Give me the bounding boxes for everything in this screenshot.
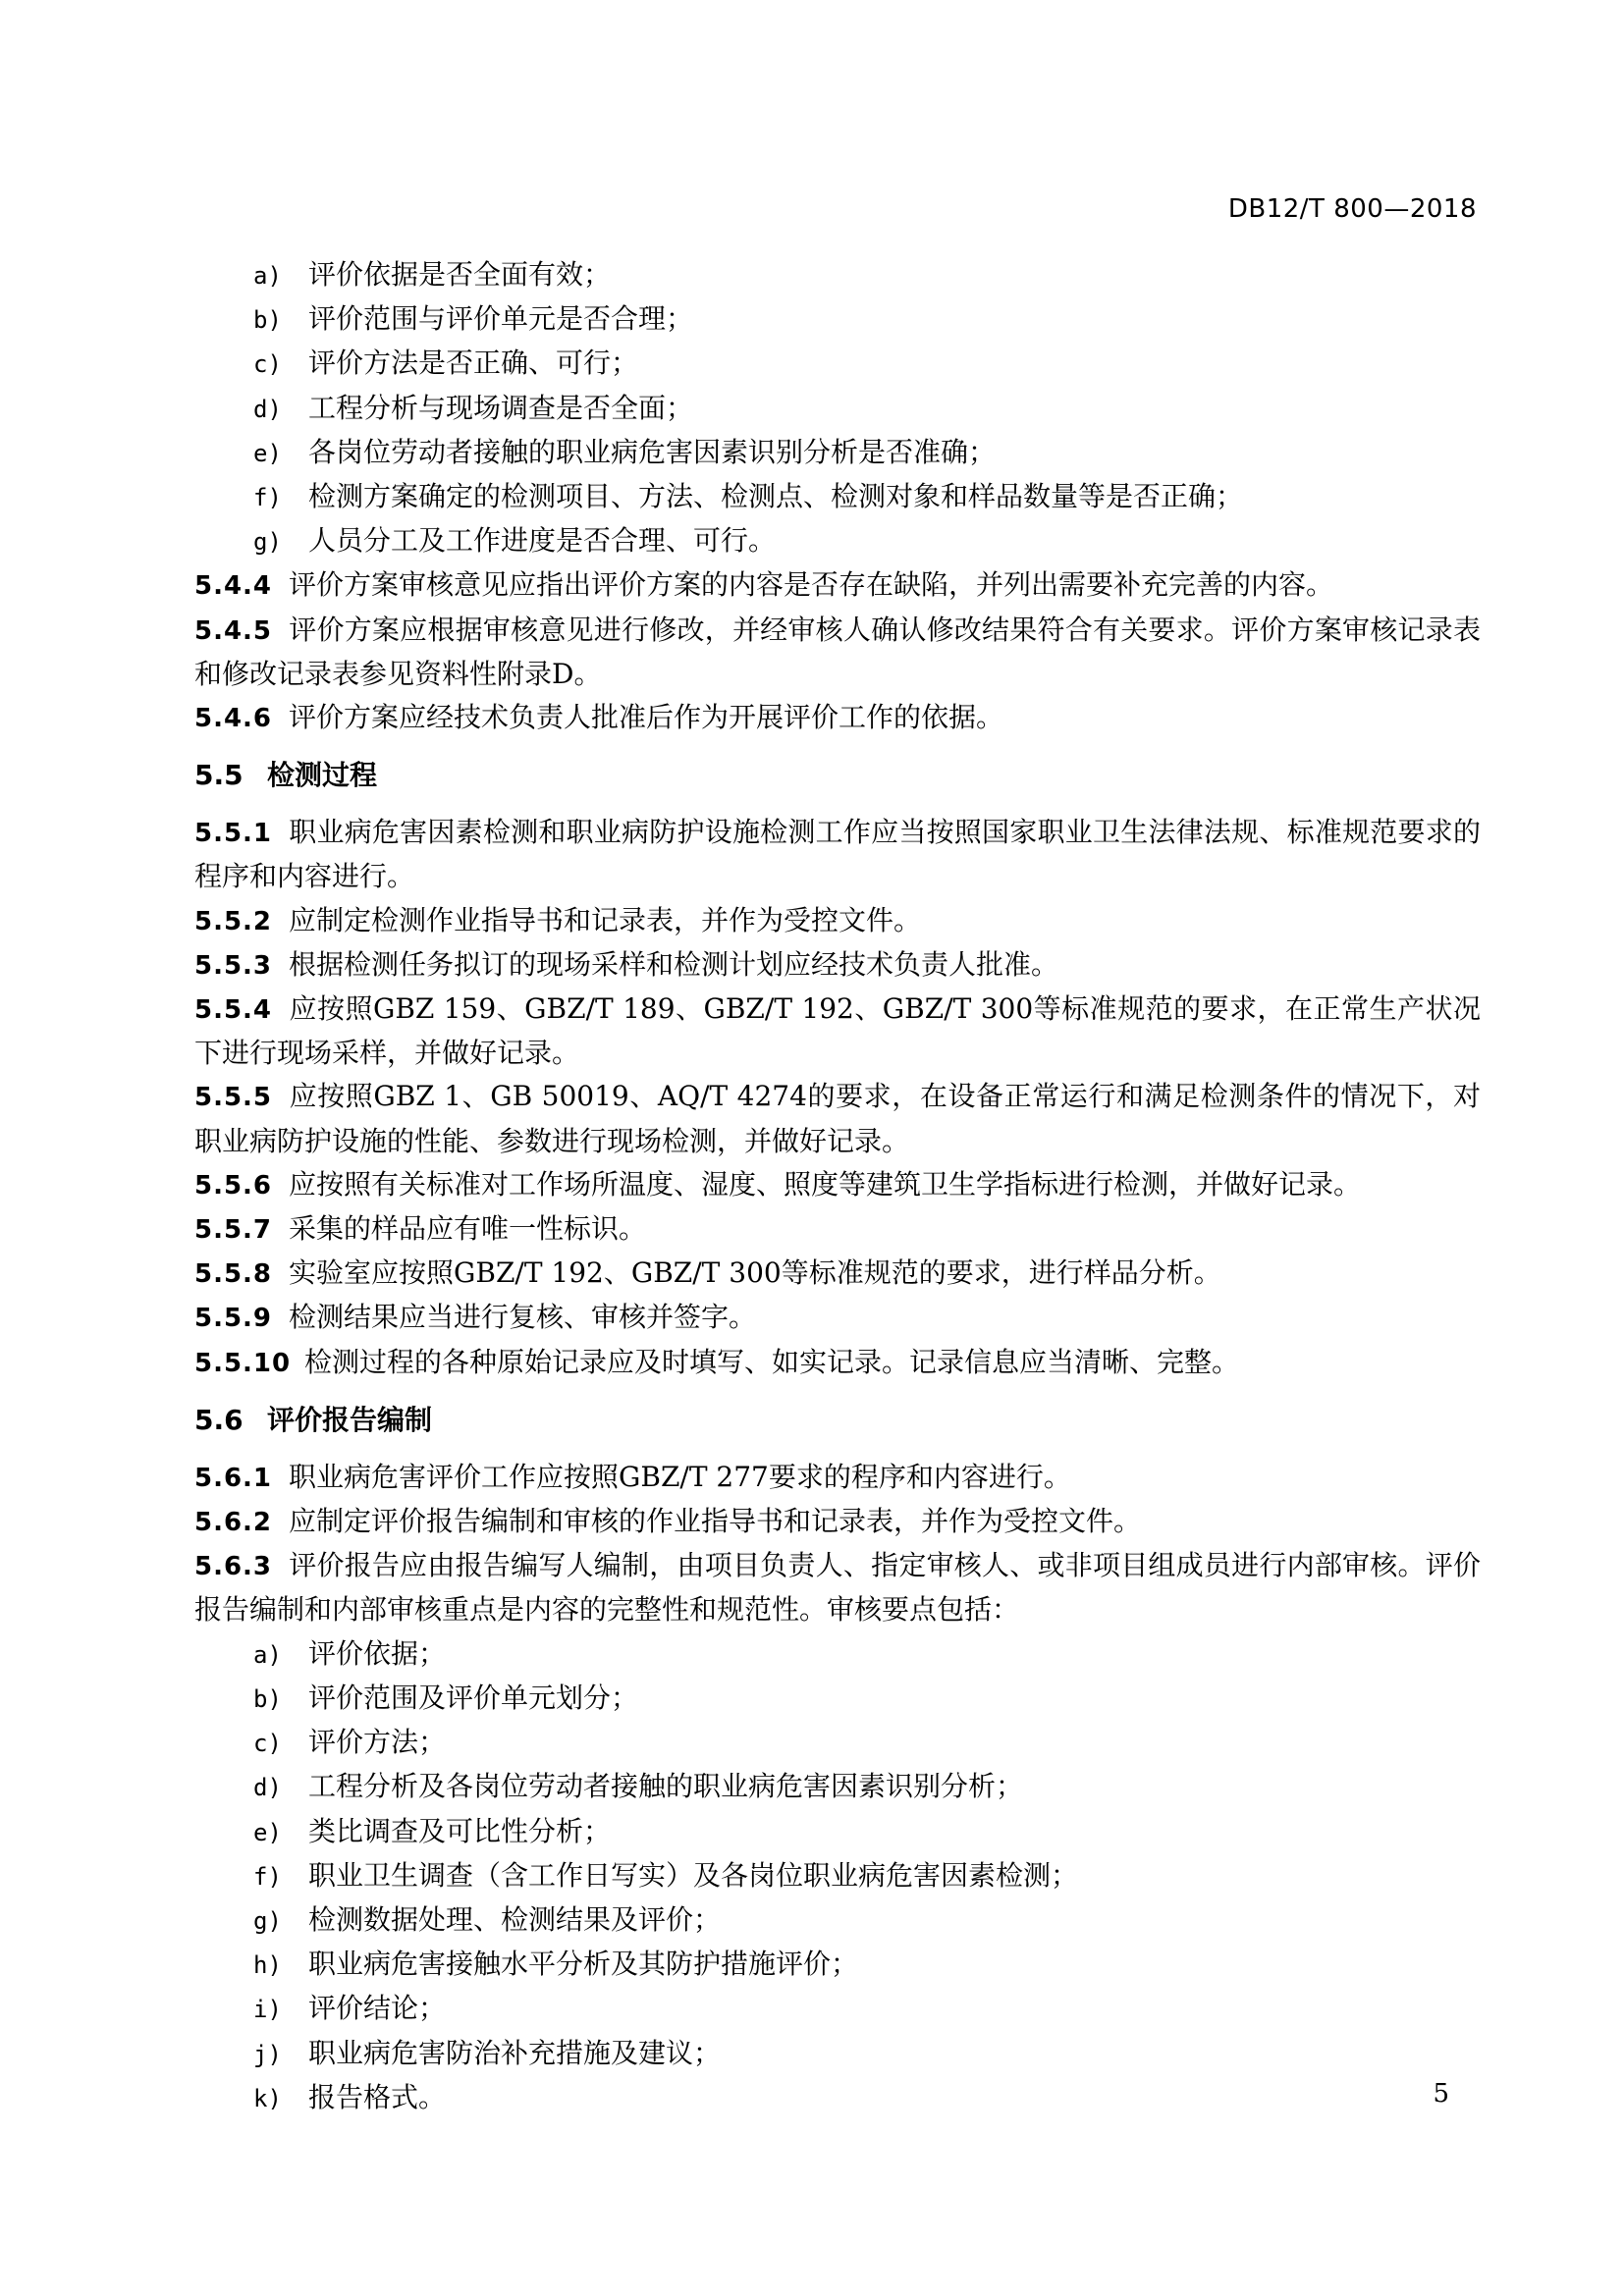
list-marker: h) (253, 1951, 282, 1980)
clause-5-5-9 (194, 1296, 1481, 1340)
list-item (194, 253, 1481, 297)
clause-5-5-1 (194, 811, 1481, 898)
clause-5-4-4 (194, 563, 1481, 608)
clause-text: 应制定检测作业指导书和记录表，并作为受控文件。 (289, 903, 922, 936)
list-text: 人员分工及工作进度是否合理、可行。 (308, 524, 777, 558)
list-text: 报告格式。 (308, 2080, 447, 2113)
section-title: 检测过程 (267, 759, 378, 792)
clause-5-6-1 (194, 1456, 1481, 1500)
clause-text: 职业病危害评价工作应按照GBZ/T 277要求的程序和内容进行。 (289, 1460, 1071, 1493)
clause-5-6-2 (194, 1500, 1481, 1544)
list-marker: d) (253, 395, 282, 423)
clause-text: 职业病危害因素检测和职业病防护设施检测工作应当按照国家职业卫生法律法规、标准规范要求的程序和内容进行。 (194, 816, 1481, 893)
clause-5-4-6 (194, 696, 1481, 740)
list-item (194, 1898, 1481, 1943)
list-item (194, 1943, 1481, 1987)
clause-number: 5.6.2 (194, 1508, 273, 1538)
list-marker: e) (253, 439, 282, 467)
list-marker: f) (253, 484, 282, 512)
list-marker: a) (253, 1640, 282, 1669)
clause-5-4-5 (194, 609, 1481, 696)
clause-5-5-3 (194, 943, 1481, 988)
list-item (194, 519, 1481, 563)
list-text: 评价结论； (308, 1992, 447, 2025)
list-text: 各岗位劳动者接触的职业病危害因素识别分析是否准确； (308, 435, 997, 468)
section-heading-5-5 (194, 754, 1481, 797)
review-points-list-2 (194, 1632, 1481, 2120)
list-text: 评价依据； (308, 1636, 447, 1670)
list-text: 职业病危害防治补充措施及建议； (308, 2036, 722, 2069)
clause-text: 应制定评价报告编制和审核的作业指导书和记录表，并作为受控文件。 (289, 1505, 1142, 1538)
clause-text: 检测结果应当进行复核、审核并签字。 (289, 1301, 757, 1334)
clause-text: 评价方案审核意见应指出评价方案的内容是否存在缺陷，并列出需要补充完善的内容。 (289, 568, 1334, 602)
section-heading-5-6 (194, 1399, 1481, 1442)
clause-5-5-7 (194, 1207, 1481, 1252)
clause-text: 实验室应按照GBZ/T 192、GBZ/T 300等标准规范的要求，进行样品分析。 (289, 1256, 1221, 1290)
clause-number: 5.5.2 (194, 906, 273, 936)
list-text: 检测方案确定的检测项目、方法、检测点、检测对象和样品数量等是否正确； (308, 480, 1244, 513)
list-item (194, 1854, 1481, 1898)
list-item (194, 1987, 1481, 2031)
clause-number: 5.5.5 (194, 1083, 273, 1113)
clause-number: 5.5.9 (194, 1304, 273, 1334)
list-marker: g) (253, 1906, 282, 1935)
clause-text: 应按照GBZ 159、GBZ/T 189、GBZ/T 192、GBZ/T 300等标准规范的要求，在正常生产状况下进行现场采样，并做好记录。 (194, 992, 1481, 1070)
clause-5-5-2 (194, 899, 1481, 943)
clause-number: 5.5.6 (194, 1170, 273, 1201)
section-title: 评价报告编制 (267, 1403, 433, 1436)
list-text: 检测数据处理、检测结果及评价； (308, 1902, 722, 1936)
list-item (194, 1765, 1481, 1809)
list-marker: c) (253, 1730, 282, 1758)
list-marker: a) (253, 262, 282, 290)
clause-text: 评价方案应经技术负责人批准后作为开展评价工作的依据。 (289, 701, 1004, 734)
list-item (194, 1677, 1481, 1721)
list-marker: b) (253, 1684, 282, 1713)
document-code: DB12/T 800—2018 (1227, 194, 1477, 224)
list-text: 评价范围与评价单元是否合理； (308, 302, 694, 336)
list-marker: j) (253, 2040, 282, 2068)
list-marker: b) (253, 306, 282, 335)
clause-number: 5.5.4 (194, 995, 273, 1026)
list-item (194, 342, 1481, 386)
clause-text: 根据检测任务拟订的现场采样和检测计划应经技术负责人批准。 (289, 947, 1059, 981)
clause-text: 应按照GBZ 1、GB 50019、AQ/T 4274的要求，在设备正常运行和满足检测条件的情况下，对职业病防护设施的性能、参数进行现场检测，并做好记录。 (194, 1080, 1481, 1157)
list-marker: g) (253, 528, 282, 557)
list-item (194, 1632, 1481, 1677)
list-text: 评价方法是否正确、可行； (308, 347, 639, 380)
list-marker: f) (253, 1862, 282, 1891)
clause-5-5-5 (194, 1075, 1481, 1162)
clause-5-6-3 (194, 1544, 1481, 1631)
list-text: 评价方法； (308, 1726, 447, 1759)
clause-number: 5.5.7 (194, 1215, 273, 1246)
list-text: 评价依据是否全面有效； (308, 258, 612, 291)
clause-number: 5.4.5 (194, 615, 273, 646)
page-number: 5 (1433, 2079, 1449, 2109)
list-text: 职业病危害接触水平分析及其防护措施评价； (308, 1948, 859, 1981)
clause-number: 5.5.10 (194, 1348, 292, 1378)
list-item (194, 2032, 1481, 2076)
list-marker: e) (253, 1818, 282, 1846)
clause-number: 5.5.8 (194, 1259, 273, 1290)
section-number: 5.5 (194, 759, 244, 792)
list-item (194, 2076, 1481, 2120)
list-marker: c) (253, 350, 282, 379)
clause-number: 5.6.1 (194, 1463, 273, 1493)
list-marker: d) (253, 1774, 282, 1802)
list-item (194, 475, 1481, 519)
clause-5-5-10 (194, 1341, 1481, 1385)
clause-text: 评价方案应根据审核意见进行修改，并经审核人确认修改结果符合有关要求。评价方案审核记录表和修改记录表参见资料性附录D。 (194, 613, 1481, 690)
clause-number: 5.5.3 (194, 950, 273, 981)
clause-number: 5.4.6 (194, 704, 273, 734)
list-item (194, 431, 1481, 475)
clause-text: 评价报告应由报告编写人编制，由项目负责人、指定审核人、或非项目组成员进行内部审核。评价报告编制和内部审核重点是内容的完整性和规范性。审核要点包括： (194, 1549, 1481, 1627)
list-marker: i) (253, 1996, 282, 2024)
list-item (194, 1721, 1481, 1765)
clause-5-5-8 (194, 1252, 1481, 1296)
clause-text: 应按照有关标准对工作场所温度、湿度、照度等建筑卫生学指标进行检测，并做好记录。 (289, 1167, 1362, 1201)
list-marker: k) (253, 2084, 282, 2112)
clause-text: 检测过程的各种原始记录应及时填写、如实记录。记录信息应当清晰、完整。 (304, 1345, 1240, 1378)
page-content (194, 253, 1481, 2120)
list-item (194, 1810, 1481, 1854)
clause-number: 5.6.3 (194, 1552, 273, 1582)
clause-5-5-6 (194, 1163, 1481, 1207)
review-points-list-1 (194, 253, 1481, 563)
clause-number: 5.5.1 (194, 819, 273, 849)
list-text: 工程分析及各岗位劳动者接触的职业病危害因素识别分析； (308, 1770, 1024, 1803)
list-item (194, 387, 1481, 431)
list-text: 职业卫生调查（含工作日写实）及各岗位职业病危害因素检测； (308, 1858, 1079, 1892)
list-text: 工程分析与现场调查是否全面； (308, 391, 694, 424)
clause-number: 5.4.4 (194, 571, 273, 602)
list-text: 类比调查及可比性分析； (308, 1814, 612, 1847)
list-item (194, 297, 1481, 342)
section-number: 5.6 (194, 1403, 244, 1436)
list-text: 评价范围及评价单元划分； (308, 1681, 639, 1714)
clause-text: 采集的样品应有唯一性标识。 (289, 1212, 647, 1246)
clause-5-5-4 (194, 988, 1481, 1075)
